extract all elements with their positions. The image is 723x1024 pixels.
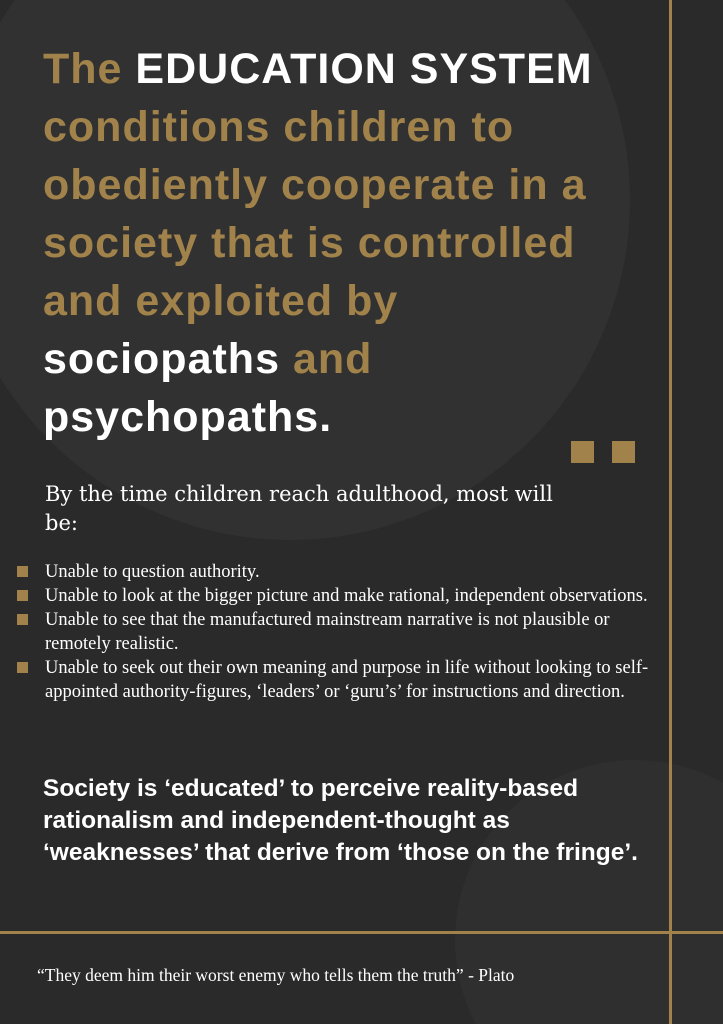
headline-part: The — [43, 45, 136, 93]
conclusion-text: Society is ‘educated’ to perceive reality-based rationalism and independent-thought as ‘weaknesses’ that derive from ‘those on the fringe’. — [43, 775, 638, 866]
intro-text: By the time children reach adulthood, most will be: — [45, 482, 553, 535]
bullet-item — [17, 560, 657, 584]
bullet-text: Unable to see that the manufactured mainstream narrative is not plausible or remotely realistic. — [45, 610, 610, 654]
decorative-square — [571, 441, 594, 463]
bullet-list — [17, 560, 657, 704]
headline-part: conditions children to obediently cooperate in a society that is controlled and exploited by — [43, 103, 587, 325]
headline-highlight: sociopaths — [43, 335, 280, 383]
bullet-text: Unable to question authority. — [45, 562, 260, 582]
square-bullet-icon — [17, 662, 28, 673]
square-bullet-icon — [17, 590, 28, 601]
vertical-accent-line — [669, 0, 672, 1024]
quote-text: “They deem him their worst enemy who tells them the truth” - Plato — [37, 965, 515, 985]
bullet-text: Unable to look at the bigger picture and make rational, independent observations. — [45, 586, 648, 606]
headline-highlight: EDUCATION SYSTEM — [135, 45, 593, 93]
horizontal-accent-line — [0, 931, 723, 934]
bullet-item — [17, 584, 657, 608]
bullet-item — [17, 656, 657, 704]
bullet-text: Unable to seek out their own meaning and purpose in life without looking to self-appointed authority-figures, ‘leaders’ or ‘guru’s’ for instructions and direction. — [45, 658, 649, 702]
headline — [43, 40, 643, 446]
square-bullet-icon — [17, 566, 28, 577]
headline-part: and — [280, 335, 373, 383]
square-bullet-icon — [17, 614, 28, 625]
decorative-square — [612, 441, 635, 463]
headline-highlight: psychopaths. — [43, 393, 333, 441]
bullet-item — [17, 608, 657, 656]
